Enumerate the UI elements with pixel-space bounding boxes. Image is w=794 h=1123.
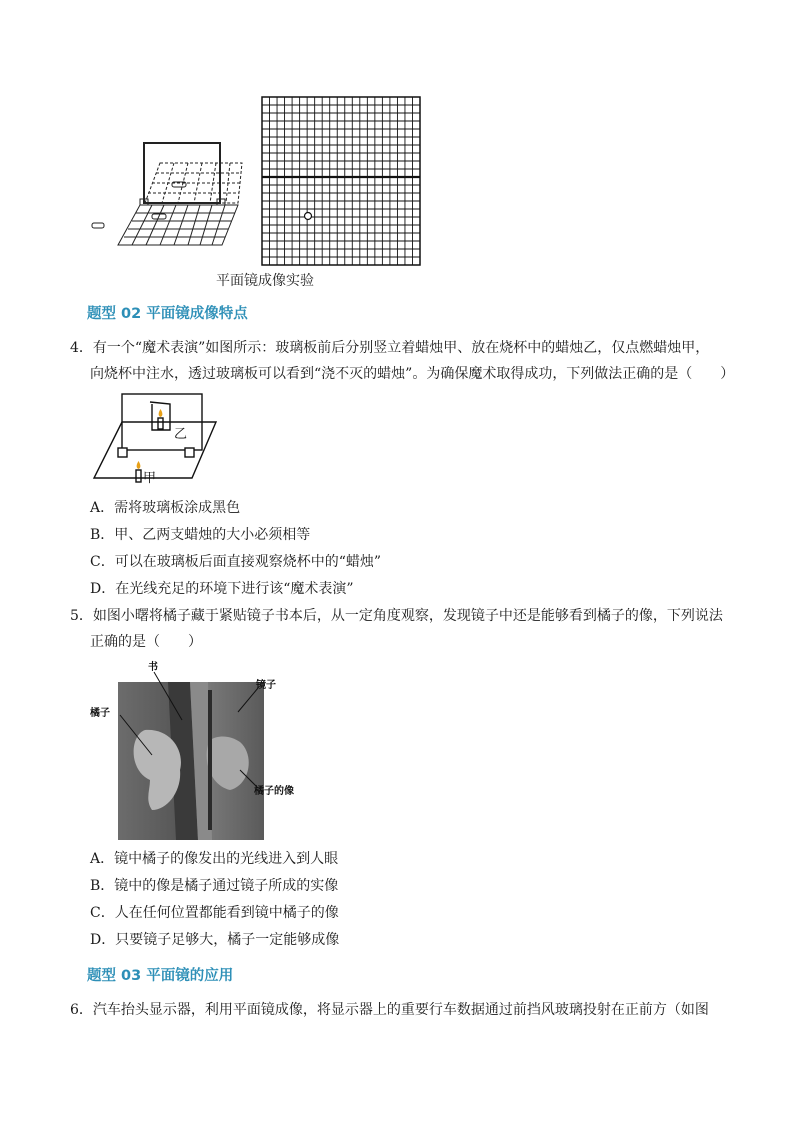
question-6-line1 [70, 1000, 709, 1020]
question-number: 4． [70, 340, 93, 356]
question-4-line1 [70, 338, 709, 358]
option-b[interactable]: B．镜中的像是橘子通过镜子所成的实像 [90, 878, 339, 894]
flame-icon [159, 409, 163, 417]
label-orange: 橘子 [90, 708, 110, 719]
section-heading: 题型 02 平面镜成像特点 [87, 306, 248, 322]
question-number: 6． [70, 1002, 93, 1018]
option-c[interactable]: C．人在任何位置都能看到镜中橘子的像 [90, 905, 339, 921]
perspective-grid [92, 143, 242, 245]
orange-mirror-photo [90, 660, 294, 842]
flame-icon [137, 461, 141, 469]
option-a[interactable]: A．需将玻璃板涂成黑色 [90, 500, 241, 516]
mirror-experiment-figure [90, 95, 430, 265]
option-b[interactable]: B．甲、乙两支蜡烛的大小必须相等 [90, 527, 311, 543]
question-5-line2: 正确的是（ ） [90, 634, 202, 650]
figure-caption: 平面镜成像实验 [216, 273, 314, 289]
label-mirror: 镜子 [256, 680, 276, 691]
question-text: 汽车抬头显示器，利用平面镜成像，将显示器上的重要行车数据通过前挡风玻璃投射在正前方（如图 [92, 1002, 709, 1018]
question-5-line1 [70, 606, 723, 626]
label-book: 书 [148, 662, 158, 673]
grid-marker-point [305, 213, 312, 220]
label-yi: 乙 [174, 427, 188, 442]
option-d[interactable]: D．只要镜子足够大，橘子一定能够成像 [90, 932, 340, 948]
section-heading: 题型 03 平面镜的应用 [87, 968, 234, 984]
question-text: 有一个“魔术表演”如图所示：玻璃板前后分别竖立着蜡烛甲、放在烧杯中的蜡烛乙，仅点燃蜡烛甲， [92, 340, 710, 356]
question-number: 5． [70, 608, 93, 624]
magic-trick-figure [92, 392, 222, 484]
label-jia: 甲 [143, 471, 157, 486]
option-a[interactable]: A．镜中橘子的像发出的光线进入到人眼 [90, 851, 339, 867]
option-c[interactable]: C．可以在玻璃板后面直接观察烧杯中的“蜡烛” [90, 554, 382, 570]
question-text: 如图小曙将橘子藏于紧贴镜子书本后，从一定角度观察，发现镜子中还是能够看到橘子的像，下列说法 [92, 608, 723, 624]
label-orange-image: 橘子的像 [254, 786, 294, 797]
square-grid [262, 97, 420, 265]
question-4-line2: 向烧杯中注水，透过玻璃板可以看到“浇不灭的蜡烛”。为确保魔术取得成功，下列做法正确的是（ ） [90, 366, 735, 382]
square-grid-lines [262, 97, 420, 265]
option-d[interactable]: D．在光线充足的环境下进行该“魔术表演” [90, 581, 354, 597]
